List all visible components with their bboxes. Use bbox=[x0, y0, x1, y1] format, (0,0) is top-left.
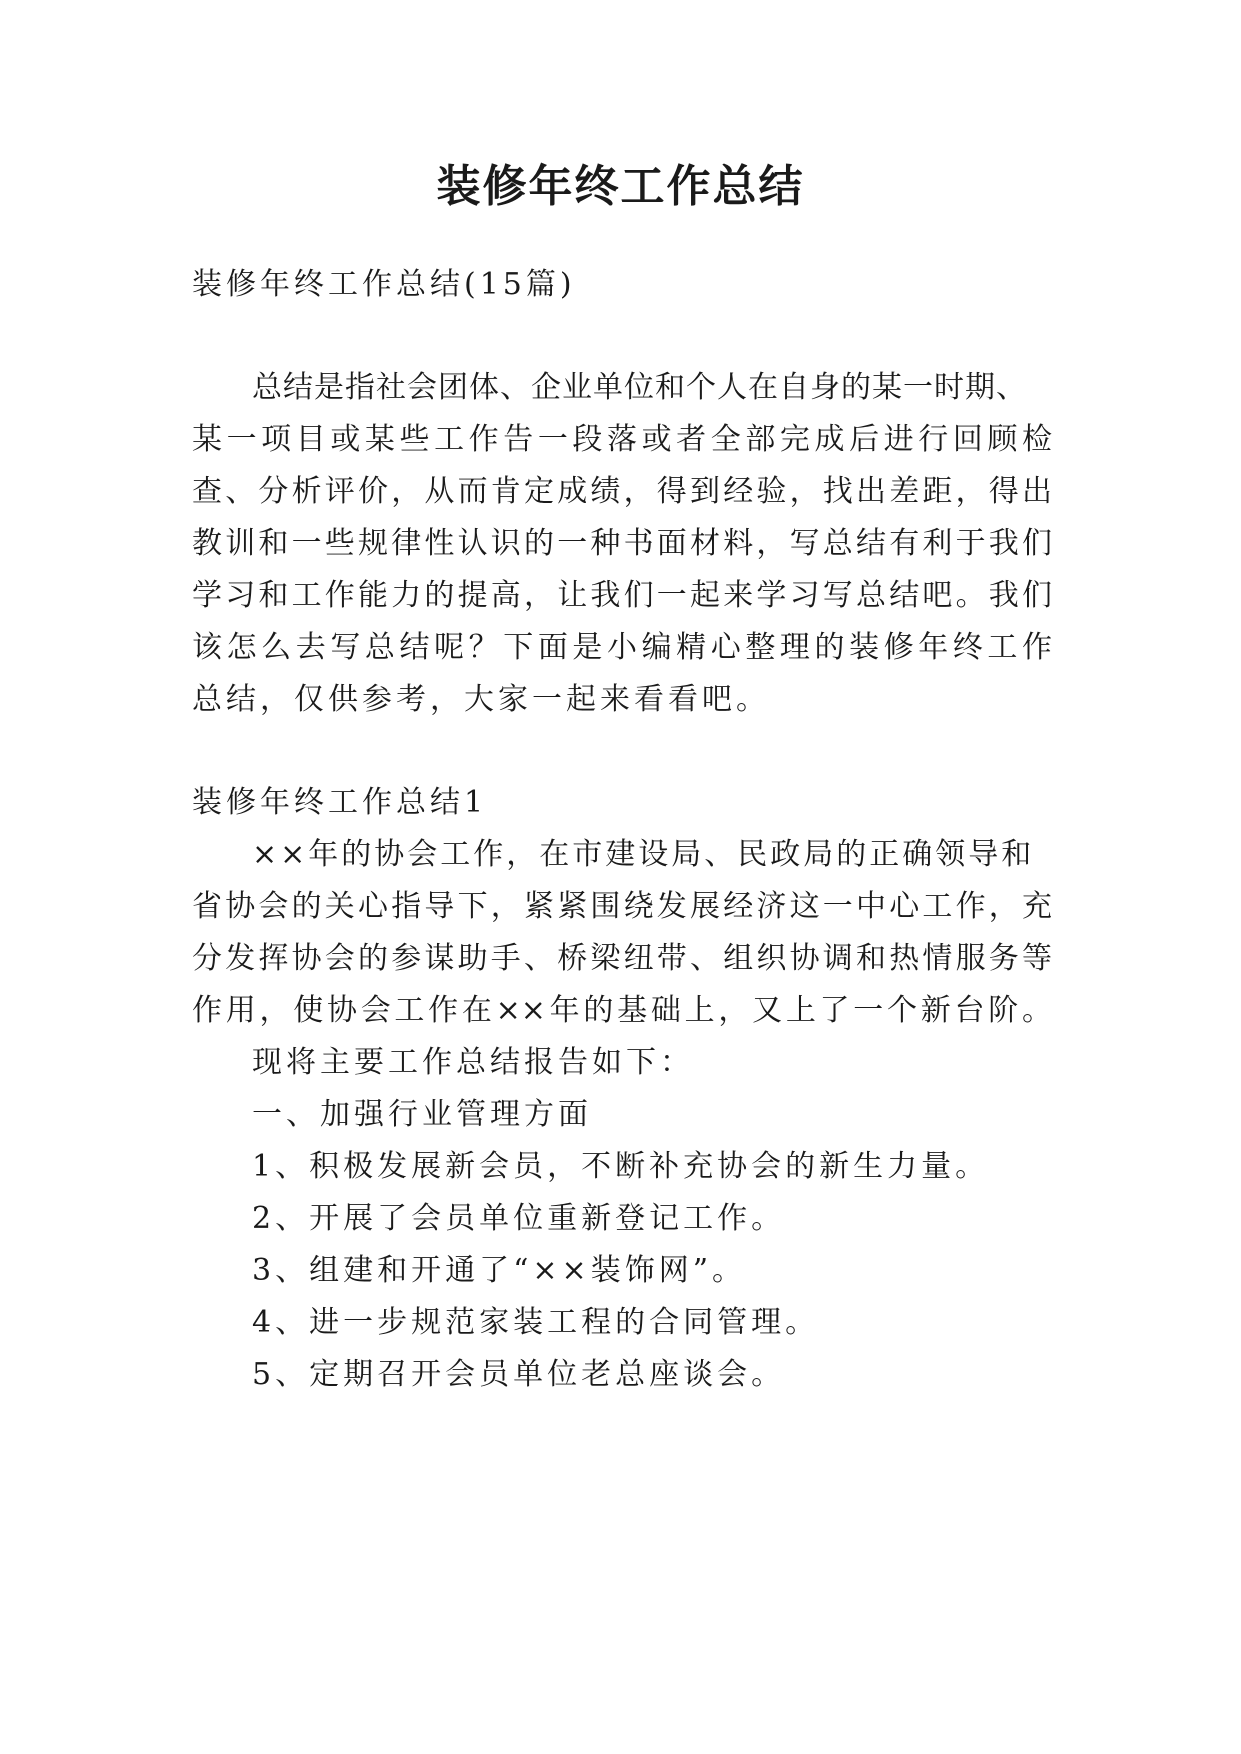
intro-line: 教训和一些规律性认识的一种书面材料，写总结有利于我们 bbox=[192, 526, 1052, 561]
intro-line: 总结，仅供参考，大家一起来看看吧。 bbox=[192, 682, 770, 717]
intro-line: 查、分析评价，从而肯定成绩，得到经验，找出差距，得出 bbox=[192, 474, 1052, 509]
document-subtitle: 装修年终工作总结(15篇) bbox=[192, 267, 576, 302]
intro-line: 学习和工作能力的提高，让我们一起来学习写总结吧。我们 bbox=[192, 578, 1052, 613]
intro-line: 该怎么去写总结呢？下面是小编精心整理的装修年终工作 bbox=[192, 630, 1052, 665]
section-line: 作用，使协会工作在××年的基础上，又上了一个新台阶。 bbox=[192, 993, 1052, 1028]
list-item: 5、定期召开会员单位老总座谈会。 bbox=[252, 1357, 786, 1392]
list-item: 2、开展了会员单位重新登记工作。 bbox=[252, 1201, 786, 1236]
section-line: ××年的协会工作，在市建设局、民政局的正确领导和 bbox=[252, 837, 1035, 872]
part-heading: 一、加强行业管理方面 bbox=[252, 1097, 592, 1132]
document-title: 装修年终工作总结 bbox=[436, 161, 805, 212]
section-heading: 装修年终工作总结1 bbox=[192, 785, 488, 820]
report-intro: 现将主要工作总结报告如下： bbox=[252, 1045, 694, 1080]
list-item: 1、积极发展新会员，不断补充协会的新生力量。 bbox=[252, 1149, 990, 1184]
intro-line: 某一项目或某些工作告一段落或者全部完成后进行回顾检 bbox=[192, 422, 1052, 457]
list-item: 4、进一步规范家装工程的合同管理。 bbox=[252, 1305, 820, 1340]
section-line: 分发挥协会的参谋助手、桥梁纽带、组织协调和热情服务等 bbox=[192, 941, 1052, 976]
section-line: 省协会的关心指导下，紧紧围绕发展经济这一中心工作，充 bbox=[192, 889, 1052, 924]
list-item: 3、组建和开通了“××装饰网”。 bbox=[252, 1253, 747, 1288]
intro-line: 总结是指社会团体、企业单位和个人在自身的某一时期、 bbox=[252, 370, 1027, 405]
